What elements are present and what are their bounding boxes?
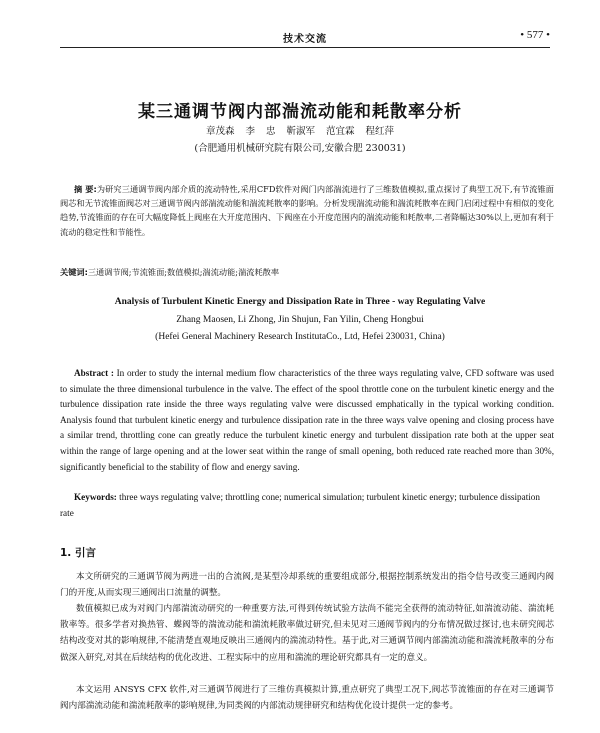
- header-rule: [60, 47, 550, 48]
- header-section-title: 技术交流: [283, 34, 327, 45]
- paper-title-en: Analysis of Turbulent Kinetic Energy and Dissipation Rate in Three - way Regulating Valve: [114, 297, 486, 307]
- header-page-number: • 577 •: [520, 29, 550, 41]
- abstract-en-text: In order to study the internal medium flow characteristics of the three ways regulating valve, CFD software was used to simulate the three dimensional turbulence in the valve. The effect of the spool throttle cone on the turbulent kinetic energy and the turbulence dissipation rate inside the three ways regulating valve were discussed emphatically in the typical working condition. Analysis found that turbulent kinetic energy and turbulence dissipation rate in the three ways valve opening and closing process have a similar trend, throttling cone can greatly reduce the turbulent kinetic energy and turbulent dissipation rate both at the upper seat within the range of large opening and at the lower seat within the range of small opening, both reduced rate reached more than 30%, significantly beneficial to the stability of flow and energy saving.: [60, 368, 554, 472]
- abstract-cn-text: 为研究三通调节阀内部介质的流动特性,采用CFD软件对阀门内部湍流进行了三维数值模拟,重点探讨了典型工况下,有节流锥面阀芯和无节流锥面阀芯对三通调节阀内部湍流动能和湍流耗散率的影响。分析发现湍流动能和湍流耗散率在阀门启闭过程中有相似的变化趋势,节流锥面的存在可大幅度降低上阀座在大开度范围内、下阀座在小开度范围内的湍流动能和耗散率,二者降幅达30%以上,更加有利于流动的稳定性和节能性。: [60, 184, 554, 237]
- keywords-cn-text: 三通调节阀;节流锥面;数值模拟;湍流动能;湍流耗散率: [87, 267, 280, 277]
- authors-en: Zhang Maosen, Li Zhong, Jin Shujun, Fan Yilin, Cheng Hongbui: [176, 315, 424, 325]
- body-paragraph: 数值模拟已成为对阀门内部湍流动研究的一种重要方法,可得到传统试验方法尚不能完全获得的流动特征,如湍流动能、湍流耗散率等。很多学者对换热管、蝶阀等的湍流动能和湍流耗散率做过研究,但未见对三通阀节阀内的分布情况做过探讨,也未研究阀芯结构改变对其的影响规律,不能清楚直观地反映出三通阀内的湍流动特性。基于此,对三通调节阀内部湍流动能和湍流耗散率的分布做深入研究,对其在后续结构的优化改进、工程实际中的应用和湍流的理论研究都具有一定的意义。: [60, 604, 554, 663]
- keywords-cn-label: 关键词:: [60, 267, 88, 277]
- running-header: [60, 28, 550, 48]
- body-paragraph: 本文运用 ANSYS CFX 软件,对三通调节阀进行了三维仿真模拟计算,重点研究了典型工况下,阀芯节流锥面的存在对三通调节阀内部湍流动能和湍流耗散率的影响规律,为同类阀的内部流动规律研究和结构优化设计提供一定的参考。: [60, 685, 554, 712]
- keywords-cn: [60, 267, 554, 278]
- abstract-cn: [60, 182, 554, 239]
- body-paragraph: 本文所研究的三通调节阀为两进一出的合流阀,是某型冷却系统的重要组成部分,根据控制系统发出的指令信号改变三通阀内阀门的开度,从而实现三通阀出口流量的调整。: [60, 572, 554, 599]
- keywords-en-label: Keywords:: [74, 492, 117, 502]
- abstract-en-label: Abstract :: [74, 368, 114, 378]
- affiliation-cn: (合肥通用机械研究院有限公司,安徽合肥 230031): [194, 143, 406, 154]
- affiliation-en: (Hefei General Machinery Research InstitutaCo., Ltd, Hefei 230031, China): [155, 332, 445, 342]
- keywords-en: [60, 490, 554, 521]
- authors-cn: 章茂森 李 忠 靳淑军 范宜霖 程红萍: [205, 126, 395, 137]
- section-heading-intro: 1. 引言: [60, 547, 96, 559]
- abstract-en: [60, 366, 554, 475]
- keywords-en-text: three ways regulating valve; throttling cone; numerical simulation; turbulent kinetic energy; turbulence dissipation rate: [60, 492, 540, 518]
- abstract-cn-label: 摘 要:: [74, 184, 97, 194]
- paper-title-cn: 某三通调节阀内部湍流动能和耗散率分析: [138, 102, 462, 122]
